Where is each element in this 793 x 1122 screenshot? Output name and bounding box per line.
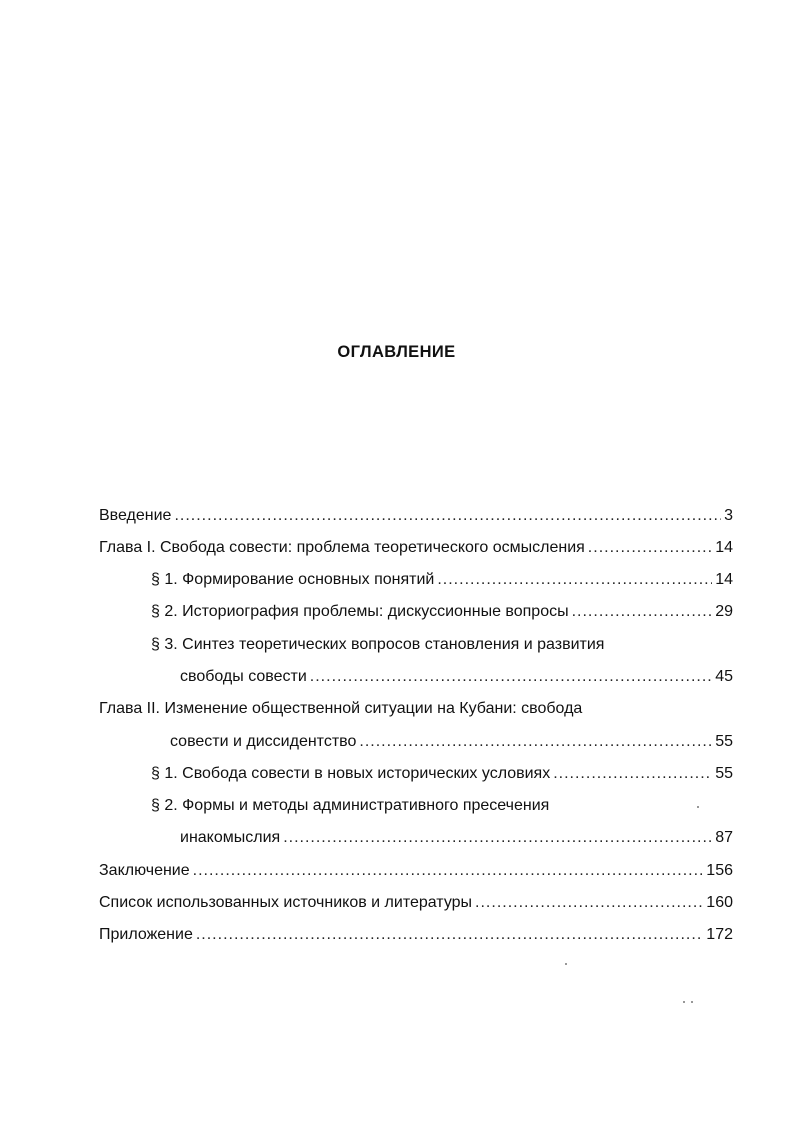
toc-page-number: 29 — [715, 603, 733, 620]
toc-page-number: 14 — [715, 539, 733, 556]
toc-page-number: 3 — [724, 507, 733, 524]
toc-entry-ch1-section-3[interactable] — [180, 667, 733, 687]
leader-dots — [588, 538, 712, 558]
toc-entry-label: Заключение — [99, 862, 190, 879]
toc-entry-label: Введение — [99, 507, 172, 524]
toc-page-number: 55 — [715, 765, 733, 782]
toc-page-number: 160 — [706, 894, 733, 911]
toc-entry-label: Приложение — [99, 926, 193, 943]
toc-page-number: 87 — [715, 829, 733, 846]
toc-entry-label: Список использованных источников и литературы — [99, 894, 473, 911]
toc-entry-ch1-section-1[interactable] — [151, 570, 733, 590]
toc-entry-label: § 1. Формирование основных понятий — [151, 571, 435, 588]
toc-entry-ch1-section-2[interactable] — [151, 602, 733, 622]
toc-entry-chapter-1[interactable] — [99, 538, 733, 558]
toc-entry-label: § 1. Свобода совести в новых исторических условиях — [151, 765, 551, 782]
toc-entry-label: инакомыслия — [180, 829, 281, 846]
leader-dots — [196, 925, 703, 945]
toc-entry-ch2-section-1[interactable] — [151, 764, 733, 784]
toc-page-number: 156 — [706, 862, 733, 879]
toc-page-number: 45 — [715, 668, 733, 685]
toc-page-number: 172 — [706, 926, 733, 943]
toc-entry-sources[interactable] — [99, 893, 733, 913]
toc-page-number: 14 — [715, 571, 733, 588]
toc-entry-ch2-section-2-line1[interactable]: § 2. Формы и методы административного пресечения — [151, 797, 550, 814]
toc-entry-appendix[interactable] — [99, 925, 733, 945]
leader-dots — [174, 506, 721, 526]
leader-dots — [283, 828, 712, 848]
toc-entry-conclusion[interactable] — [99, 861, 733, 881]
page-title: ОГЛАВЛЕНИЕ — [337, 343, 456, 361]
scan-speck — [683, 1001, 685, 1003]
toc-entry-chapter-2[interactable] — [170, 732, 733, 752]
scan-speck — [691, 1001, 693, 1003]
toc-entry-intro[interactable] — [99, 506, 733, 526]
leader-dots — [437, 570, 712, 590]
scan-speck — [565, 963, 567, 965]
leader-dots — [359, 732, 712, 752]
toc-entry-label: Глава I. Свобода совести: проблема теоретического осмысления — [99, 539, 585, 556]
leader-dots — [475, 893, 703, 913]
leader-dots — [553, 764, 712, 784]
toc-entry-chapter-2-line1[interactable]: Глава II. Изменение общественной ситуации на Кубани: свобода — [99, 700, 583, 717]
leader-dots — [310, 667, 712, 687]
toc-entry-label: совести и диссидентство — [170, 733, 357, 750]
toc-entry-ch1-section-3-line1[interactable]: § 3. Синтез теоретических вопросов становления и развития — [151, 636, 605, 653]
leader-dots — [572, 602, 713, 622]
toc-entry-ch2-section-2[interactable] — [180, 828, 733, 848]
toc-entry-label: § 2. Историография проблемы: дискуссионные вопросы — [151, 603, 569, 620]
toc-page-number: 55 — [715, 733, 733, 750]
leader-dots — [193, 861, 704, 881]
scan-speck — [697, 806, 699, 808]
toc-entry-label: свободы совести — [180, 668, 307, 685]
